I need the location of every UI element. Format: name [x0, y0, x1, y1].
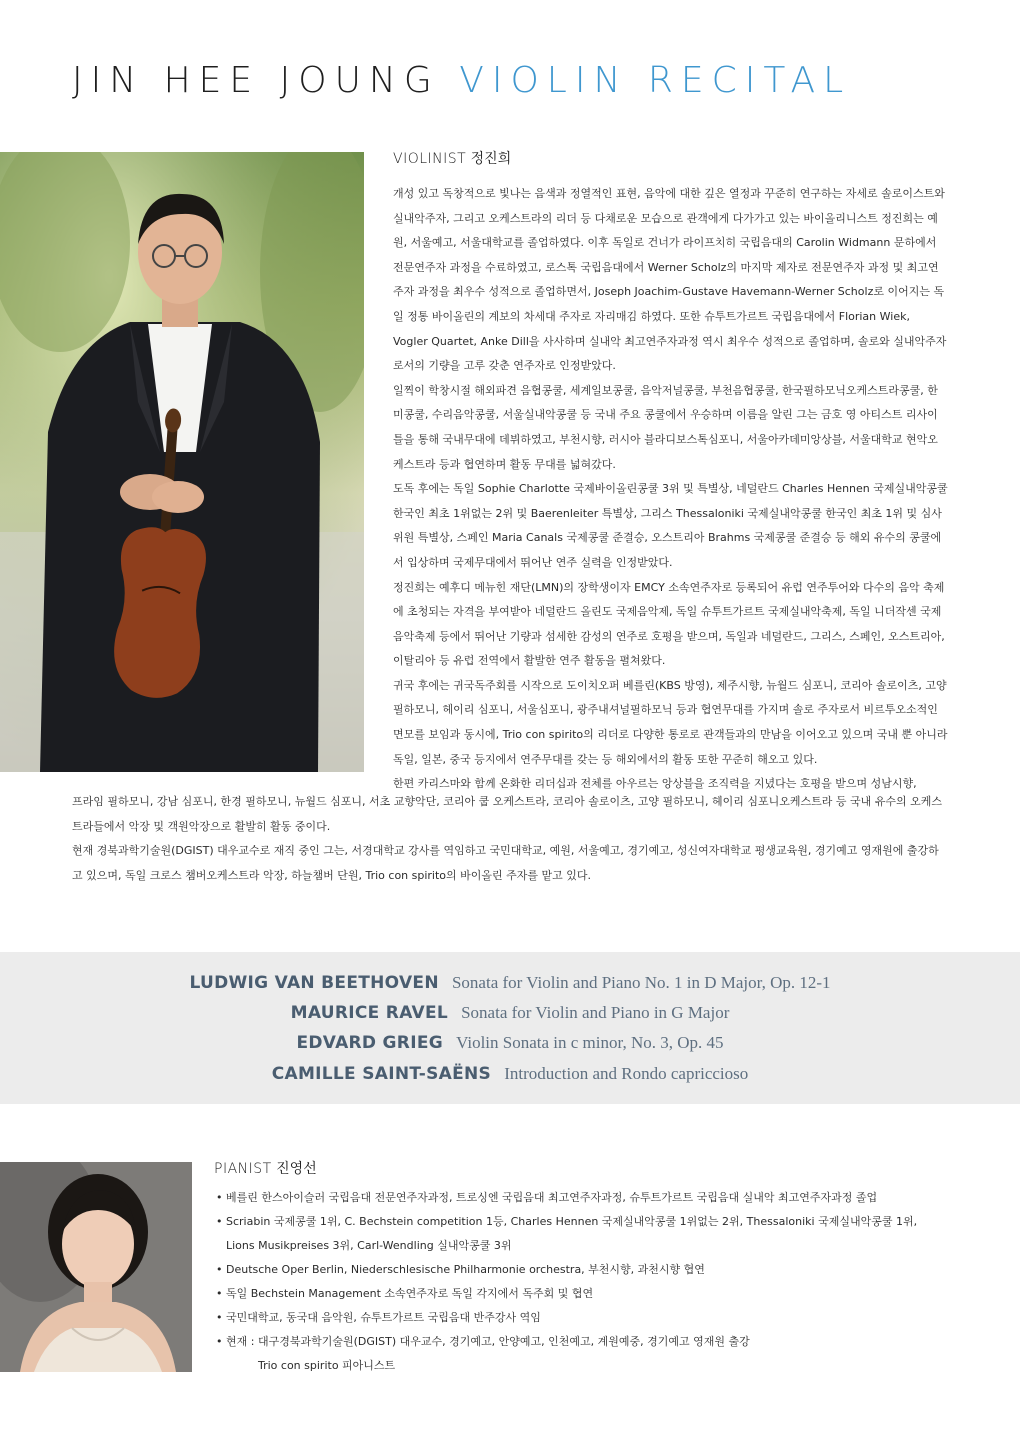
violinist-role: VIOLINIST — [393, 151, 467, 167]
list-item-text: 베를린 한스아이슬러 국립음대 전문연주자과정, 트로싱엔 국립음대 최고연주자과정, 슈투트가르트 국립음대 실내악 최고연주자과정 졸업 — [226, 1191, 878, 1204]
list-item — [216, 1210, 956, 1258]
pianist-credentials — [216, 1186, 956, 1378]
violinist-heading — [393, 148, 511, 170]
list-item-text: Scriabin 국제콩쿨 1위, C. Bechstein competition 1등, Charles Hennen 국제실내악콩쿨 1위없는 2위, Thessaloniki 국제실내악콩쿨 1위, — [226, 1215, 918, 1228]
program-item — [0, 1028, 1020, 1058]
program-item — [0, 1059, 1020, 1089]
bio-paragraph: 귀국 후에는 귀국독주회를 시작으로 도이치오퍼 베를린(KBS 방영), 제주시향, 뉴월드 심포니, 코리아 솔로이츠, 고양필하모니, 헤이리 심포니, 서울심포니, 광주내셔널필하모닉 등과 협연무대를 가지며 솔로 주자로서 비르투오소적인 면모를 보임과 동시에, Trio con spirito의 리더로 다양한 통로로 관객들과의 만남을 이어오고 있으며 국내 뿐 아니라 독일, 일본, 중국 등지에서 연주무대를 갖는 등 해외에서의 활동 또한 꾸준히 해오고 있다. — [393, 678, 948, 766]
violinist-bio — [393, 182, 948, 797]
pianist-photo-illustration — [0, 1162, 192, 1372]
list-item-text: Deutsche Oper Berlin, Niederschlesische Philharmonie orchestra, 부천시향, 과천시향 협연 — [226, 1263, 705, 1276]
list-item — [216, 1306, 956, 1330]
program-work: Violin Sonata in c minor, No. 3, Op. 45 — [456, 1033, 724, 1052]
violinist-name: 정진희 — [470, 151, 512, 167]
title-performer: JIN HEE JOUNG — [72, 60, 440, 101]
violinist-bio-continued — [72, 790, 948, 888]
bullet-icon: • — [216, 1287, 223, 1300]
violinist-photo-illustration — [0, 152, 364, 772]
program-work: Sonata for Violin and Piano in G Major — [461, 1003, 730, 1022]
list-item — [216, 1258, 956, 1282]
list-item-text: Trio con spirito 피아니스트 — [258, 1359, 396, 1372]
program-composer: MAURICE RAVEL — [290, 1003, 448, 1023]
bio-paragraph: 한편 카리스마와 함께 온화한 리더십과 전체를 아우르는 앙상블을 조직력을 지녔다는 호평을 받으며 성남시향, — [393, 777, 917, 791]
list-item — [216, 1282, 956, 1306]
program-work: Introduction and Rondo capriccioso — [504, 1064, 749, 1083]
bullet-icon: • — [216, 1215, 223, 1228]
bullet-icon: • — [216, 1311, 223, 1324]
pianist-photo — [0, 1162, 192, 1372]
bio-paragraph: 프라임 필하모니, 강남 심포니, 한경 필하모니, 뉴월드 심포니, 서초 교향악단, 코리아 쿱 오케스트라, 코리아 솔로이츠, 고양 필하모니, 헤이리 심포니오케스트라 등 국내 유수의 오케스트라들에서 악장 및 객원악장으로 활발히 활동 중이다. — [72, 795, 942, 833]
program-composer: EDVARD GRIEG — [296, 1033, 443, 1053]
pianist-heading — [214, 1158, 317, 1180]
list-item — [216, 1186, 956, 1210]
list-item-text: 국민대학교, 동국대 음악원, 슈투트가르트 국립음대 반주강사 역임 — [226, 1311, 541, 1324]
program-section — [0, 952, 1020, 1104]
program-item — [0, 968, 1020, 998]
pianist-name: 진영선 — [276, 1161, 317, 1177]
bio-paragraph: 현재 경북과학기술원(DGIST) 대우교수로 재직 중인 그는, 서경대학교 강사를 역임하고 국민대학교, 예원, 서울예고, 경기예고, 성신여자대학교 평생교육원, 경기예고 영재원에 출강하고 있으며, 독일 크로스 챔버오케스트라 악장, 하늘챔버 단원, Trio con spirito의 바이올린 주자를 맡고 있다. — [72, 844, 939, 882]
title-recital: VIOLIN RECITAL — [459, 60, 852, 101]
list-item — [216, 1330, 956, 1378]
page-title — [72, 58, 972, 108]
bullet-icon: • — [216, 1191, 223, 1204]
list-item-text: Lions Musikpreises 3위, Carl-Wendling 실내악콩쿨 3위 — [226, 1239, 512, 1252]
bullet-icon: • — [216, 1335, 223, 1348]
program-item — [0, 998, 1020, 1028]
violinist-photo — [0, 152, 364, 772]
program-composer: LUDWIG VAN BEETHOVEN — [189, 973, 439, 993]
list-item-text: 현재 : 대구경북과학기술원(DGIST) 대우교수, 경기예고, 안양예고, 인천예고, 계원예중, 경기예고 영재원 출강 — [226, 1335, 750, 1348]
bio-paragraph: 정진희는 예후디 메뉴힌 재단(LMN)의 장학생이자 EMCY 소속연주자로 등록되어 유럽 연주투어와 다수의 음악 축제에 초청되는 자격을 부여받아 네덜란드 올린도 국제음악제, 독일 슈투트가르트 국제실내악축제, 독일 니더작센 국제음악축제 등에서 뛰어난 기량과 섬세한 감성의 연주로 호평을 받으며, 독일과 네덜란드, 그리스, 스페인, 오스트리아, 이탈리아 등 유럽 전역에서 활발한 연주 활동을 펼쳐왔다. — [393, 580, 945, 668]
pianist-role: PIANIST — [214, 1161, 272, 1177]
list-item-text: 독일 Bechstein Management 소속연주자로 독일 각지에서 독주회 및 협연 — [226, 1287, 594, 1300]
program-composer: CAMILLE SAINT-SAËNS — [271, 1064, 492, 1084]
program-work: Sonata for Violin and Piano No. 1 in D Major, Op. 12-1 — [451, 973, 831, 992]
bio-paragraph: 일찍이 학창시절 해외파견 음협콩쿨, 세계일보콩쿨, 음악저널콩쿨, 부천음협콩쿨, 한국필하모닉오케스트라콩쿨, 한미콩쿨, 수리음악콩쿨, 서울실내악콩쿨 등 국내 주요 콩쿨에서 우승하며 이름을 알린 그는 금호 영 아티스트 리사이틀을 통해 국내무대에 데뷔하였고, 부천시향, 러시아 블라디보스톡심포니, 서울아카데미앙상블, 서울대학교 현악오케스트라 등과 협연하며 활동 무대를 넓혀갔다. — [393, 383, 938, 471]
bio-paragraph: 개성 있고 독창적으로 빛나는 음색과 정열적인 표현, 음악에 대한 깊은 열정과 꾸준히 연구하는 자세로 솔로이스트와 실내악주자, 그리고 오케스트라의 리더 등 다채로운 모습으로 관객에게 다가가고 있는 바이올리니스트 정진희는 예원, 서울예고, 서울대학교를 졸업하였다. 이후 독일로 건너가 라이프치히 국립음대의 Carolin Widmann 문하에서 전문연주자 과정을 수료하였고, 로스톡 국립음대에서 Werner Scholz의 마지막 제자로 전문연주자 과정 및 최고연주자 과정을 최우수 성적으로 졸업하면서, Joseph Joachim-Gustave Havemann-Werner Scholz로 이어지는 독일 정통 바이올린의 계보의 차세대 주자로 자리매김 하였다. 또한 슈투트가르트 국립음대에서 Florian Wiek, Vogler Quartet, Anke Dill을 사사하며 실내악 최고연주자과정 역시 최우수 성적으로 졸업하며, 솔로와 실내악주자로서의 기량을 고루 갖춘 연주자로 인정받았다. — [393, 187, 947, 373]
bullet-icon: • — [216, 1263, 223, 1276]
bio-paragraph: 도독 후에는 독일 Sophie Charlotte 국제바이올린콩쿨 3위 및 특별상, 네덜란드 Charles Hennen 국제실내악콩쿨 한국인 최초 1위없는 2위 및 Baerenleiter 특별상, 그리스 Thessaloniki 국제실내악콩쿨 한국인 최초 1위 및 심사위원 특별상, 스페인 Maria Canals 국제콩쿨 준결승, 오스트리아 Brahms 국제콩쿨 준결승 등 해외 유수의 콩쿨에서 입상하며 국제무대에서 뛰어난 연주 실력을 인정받았다. — [393, 482, 948, 569]
